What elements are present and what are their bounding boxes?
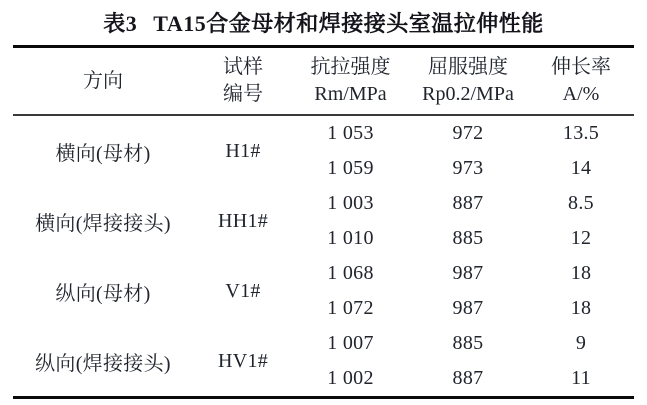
- cell-elongation: 11: [571, 367, 591, 389]
- header-specimen: [193, 47, 293, 116]
- cell-elongation: 18: [570, 297, 592, 319]
- header-tensile-strength: [293, 47, 408, 116]
- header-line: 屈服强度: [428, 56, 508, 78]
- cell-specimen: V1#: [225, 279, 261, 302]
- cell-elongation: 14: [570, 157, 592, 179]
- cell-direction: 横向(焊接接头): [35, 212, 171, 235]
- table-caption: [0, 0, 647, 45]
- cell-tensile-strength: 1 002: [327, 367, 374, 389]
- cell-specimen: HV1#: [217, 349, 269, 372]
- cell-yield-strength: 987: [452, 297, 484, 319]
- cell-direction: 横向(母材): [55, 142, 151, 165]
- cell-tensile-strength: 1 053: [327, 122, 374, 144]
- header-line: 编号: [223, 83, 263, 105]
- table-row: [13, 115, 634, 151]
- cell-specimen: H1#: [225, 139, 261, 162]
- tensile-properties-table: [13, 45, 634, 399]
- cell-direction: 纵向(母材): [55, 282, 151, 305]
- cell-elongation: 12: [570, 227, 592, 249]
- header-line: 伸长率: [551, 56, 611, 78]
- cell-yield-strength: 885: [452, 332, 484, 354]
- header-line: Rm/MPa: [314, 83, 387, 105]
- cell-yield-strength: 987: [452, 262, 484, 284]
- table-row: [13, 186, 634, 221]
- cell-elongation: 13.5: [562, 122, 600, 144]
- cell-yield-strength: 887: [452, 192, 484, 214]
- header-direction: [13, 47, 193, 116]
- cell-tensile-strength: 1 072: [327, 297, 374, 319]
- cell-specimen: HH1#: [217, 209, 269, 232]
- cell-elongation: 18: [570, 262, 592, 284]
- cell-direction: 纵向(焊接接头): [35, 352, 171, 375]
- cell-yield-strength: 885: [452, 227, 484, 249]
- cell-yield-strength: 887: [452, 367, 484, 389]
- cell-tensile-strength: 1 007: [327, 332, 374, 354]
- header-line: 抗拉强度: [310, 56, 391, 78]
- header-line: Rp0.2/MPa: [422, 83, 514, 105]
- cell-tensile-strength: 1 003: [327, 192, 374, 214]
- table-row: [13, 326, 634, 361]
- header-line: A/%: [562, 83, 600, 105]
- cell-elongation: 9: [575, 332, 587, 354]
- cell-yield-strength: 972: [452, 122, 484, 144]
- cell-yield-strength: 973: [452, 157, 484, 179]
- header-line: 试样: [223, 56, 263, 78]
- header-elongation: [528, 47, 634, 116]
- table-row: [13, 256, 634, 291]
- header-row: [13, 47, 634, 116]
- header-yield-strength: [408, 47, 528, 116]
- header-line: 方向: [83, 69, 123, 92]
- cell-tensile-strength: 1 068: [327, 262, 374, 284]
- cell-tensile-strength: 1 059: [327, 157, 374, 179]
- table-title-text: TA15合金母材和焊接接头室温拉伸性能: [153, 11, 544, 36]
- table-number: 表3: [103, 11, 138, 36]
- cell-elongation: 8.5: [568, 192, 594, 214]
- cell-tensile-strength: 1 010: [327, 227, 374, 249]
